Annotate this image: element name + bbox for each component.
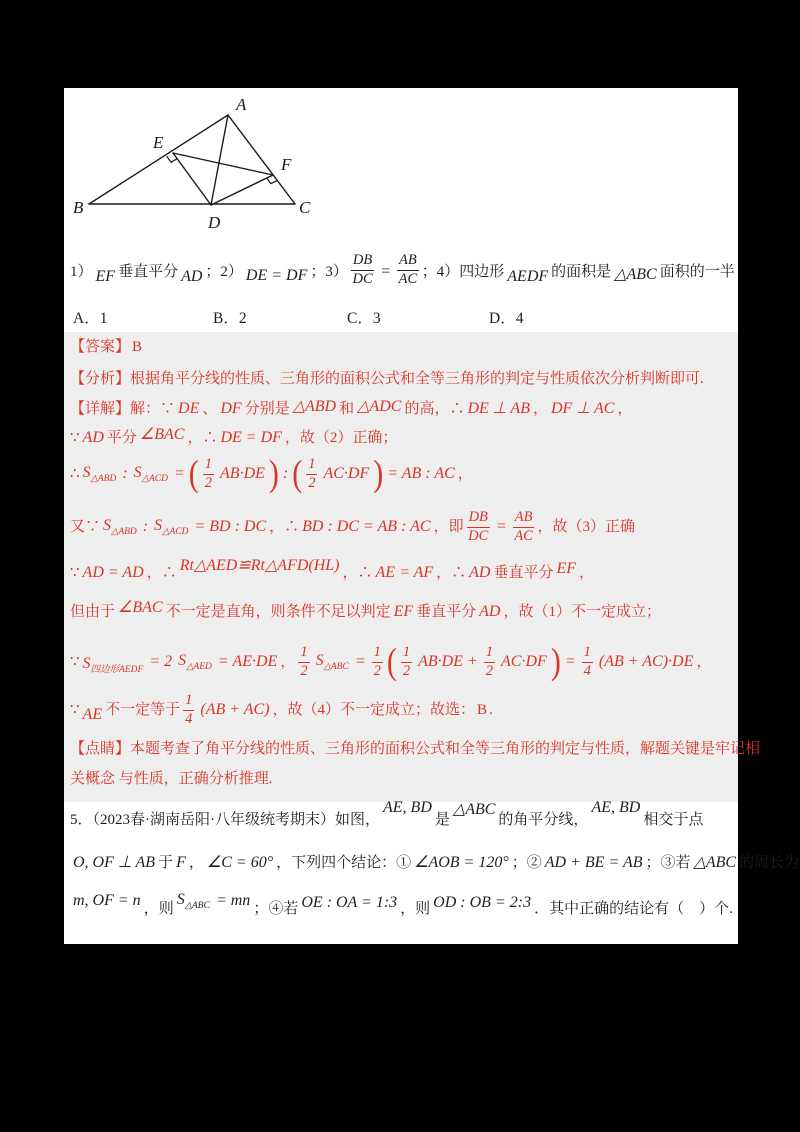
solution-step-area-ratio [70,448,473,500]
text-segment: ∠C = 60° [206,854,274,871]
remark-line-1 [70,740,760,759]
text-segment: ， [280,653,296,670]
problem5-line-1 [70,799,704,838]
vertex-label-C: C [299,198,311,217]
text-segment: ．其中正确的结论有（ ）个. [534,900,733,917]
text-segment: = mn [215,892,251,909]
text-segment: ，则 [400,900,431,917]
text-segment: ， [579,564,595,581]
text-segment: △ABC [614,266,657,283]
text-segment: ，故（2）正确； [284,429,398,446]
text-segment: (AB + AC)·DE [598,653,694,670]
text-segment: 的高，∴ [404,400,465,417]
vertex-label-B: B [73,198,84,217]
text-segment: F [176,854,186,871]
text-segment: = AE·DE [217,653,278,670]
text-segment: ，下列四个结论：① [276,854,412,871]
text-segment: ，即 [433,518,464,535]
text-segment: AD + BE = AB [544,854,643,871]
text-segment: ；② [511,854,542,871]
text-segment: O, OF ⊥ AB [73,854,156,871]
solution-step-3 [70,502,635,552]
text-segment: ) [373,452,384,494]
text-segment: △ABC [452,801,496,818]
solution-step-congruence [70,556,594,590]
text-segment: $\frac{AB}{AC}$ [398,252,418,287]
text-segment: 垂直平分 [118,263,179,280]
text-segment: 的面积是 [551,263,612,280]
text-segment: $\frac{1}{2}$ [402,644,411,679]
text-segment: △ADC [357,398,402,415]
text-segment: 是 [434,811,450,828]
text-segment: ，∴ [436,564,467,581]
text-segment: ∴ [70,465,80,482]
solution-step-4-formula [70,634,711,690]
text-segment: AC·DF [323,465,370,482]
text-segment: . [489,701,493,718]
solution-step-1 [70,599,661,622]
text-segment: 关概念 与性质，正确分析推理. [70,771,273,787]
text-segment: 【点睛】本题考查了角平分线的性质、三角形的面积公式和全等三角形的判定与性质，解题关键是牢记相 [70,741,761,757]
text-segment: = 2 [149,653,173,670]
text-segment: ，故（3）正确 [537,518,635,535]
choice-c: C．3 [347,310,381,327]
text-segment: 1） [70,263,93,280]
text-segment: : [142,518,149,535]
problem5-line-3 [70,888,733,930]
text-segment: DE = DF [220,429,282,446]
text-segment: B [477,701,488,718]
choices-row [70,306,730,328]
text-segment: $S_{\triangle AED}$ [178,652,212,673]
text-segment: 的周长为 [739,854,800,871]
segment-EF [173,153,273,175]
detail-line [70,399,632,419]
text-segment: DE [178,400,200,417]
text-segment: AE, BD [383,799,432,816]
text-segment: AE [82,706,103,723]
text-segment: $S_{\triangle ACD}$ [133,464,168,485]
text-segment: AD [82,429,104,446]
text-segment: ；3） [310,263,348,280]
text-segment: 【答案】 [70,339,131,355]
text-segment: OE : OA = 1:3 [301,894,398,911]
text-segment: $S_{\triangle ABD}$ [103,517,137,538]
text-segment: ， [457,465,473,482]
text-segment: $S_{\triangle ABC}$ [315,652,349,673]
text-segment: AD [479,603,501,620]
text-segment: AD = AD [82,564,144,581]
text-segment: OD : OB = 2:3 [433,894,532,911]
text-segment: Rt△AED≌Rt△AFD(HL) [179,557,340,574]
vertex-label-E: E [153,133,164,152]
text-segment: ，∴ [269,518,300,535]
question-statement [70,248,735,296]
text-segment: = [380,263,392,280]
text-segment: ；4）四边形 [421,263,505,280]
text-segment: BD : DC = AB : AC [302,518,431,535]
text-segment: $\frac{1}{2}$ [204,456,213,491]
text-segment: $S_{\triangle ACD}$ [154,517,189,538]
text-segment: $\frac{1}{4}$ [185,692,193,727]
text-segment: EF [393,603,414,620]
text-segment: ， [188,854,204,871]
choice-a: A．1 [73,310,108,327]
text-segment: 垂直平分 [416,603,477,620]
text-segment: = [173,465,185,482]
text-segment: 5．（2023春·湖南岳阳·八年级统考期末）如图， [70,811,380,828]
text-segment: EF [95,268,116,285]
text-segment: ( [292,452,303,494]
text-segment: ；2） [205,263,243,280]
text-segment: = [495,518,507,535]
text-segment: ， [696,653,712,670]
text-segment: 平分 [106,429,137,446]
text-segment: ) [550,640,561,682]
text-segment: 分别是 [244,400,290,417]
text-segment: ∵ [70,564,80,581]
text-segment: △ABC [693,854,737,871]
text-segment: $\frac{1}{4}$ [583,644,591,679]
text-segment: 的角平分线， [498,811,589,828]
text-segment: $\frac{1}{2}$ [373,644,381,679]
text-segment: DE = DF [245,267,308,284]
vertex-label-A: A [236,95,247,114]
text-segment: 又∵ [70,518,101,535]
text-segment: AEDF [507,268,549,285]
text-segment: : [282,465,289,482]
text-segment: AB·DE [220,465,265,482]
text-segment: $\frac{DB}{DC}$ [352,252,373,287]
text-segment: AE = AF [375,564,434,581]
text-segment: (AB + AC) [200,701,270,718]
text-segment: ∵ [70,429,80,446]
text-segment: $\frac{1}{2}$ [308,456,316,491]
vertex-label-F: F [281,155,292,174]
choice-d: D．4 [489,310,524,327]
text-segment: $\frac{1}{2}$ [300,644,308,679]
text-segment: ∠BAC [118,599,163,616]
text-segment: ，∴ [342,564,373,581]
text-segment: $S_{四边形AEDF}$ [82,655,144,676]
text-segment: $\frac{1}{2}$ [485,644,494,679]
text-segment: = [564,653,576,670]
text-segment: EF [556,560,577,577]
text-segment: ， [532,400,548,417]
text-segment: 、 [202,400,218,417]
text-segment: ( [188,452,199,494]
text-segment: AD [181,268,203,285]
text-segment: ，故（1）不一定成立； [503,603,661,620]
text-segment: 【分析】根据角平分线的性质、三角形的面积公式和全等三角形的判定与性质依次分析判断即可. [70,371,704,387]
text-segment: DE ⊥ AB [467,400,530,417]
answer-line [70,338,144,357]
solution-step-2 [70,428,397,448]
problem5-line-2 [70,850,799,876]
text-segment: AB·DE + [418,653,478,670]
geometry-figure [66,90,316,238]
text-segment: = AB : AC [387,465,455,482]
text-segment: DF ⊥ AC [551,400,615,417]
text-segment: $S_{\triangle ABD}$ [82,464,117,485]
analysis-line [70,370,704,389]
text-segment: 但由于 [70,603,116,620]
vertex-label-D: D [208,213,221,232]
remark-line-2 [70,770,273,789]
text-segment: : [122,465,128,482]
text-segment: ；③若 [645,854,691,871]
text-segment: △ABD [292,398,337,415]
text-segment: ∠BAC [139,426,185,443]
text-segment: ∠AOB = 120° [414,854,509,871]
text-segment: = BD : DC [194,518,267,535]
text-segment: 和 [339,400,355,417]
triangle-diagram [66,90,316,238]
text-segment: 垂直平分 [493,564,554,581]
choice-b: B．2 [213,310,247,327]
text-segment: 面积的一半 [659,263,735,280]
text-segment: ，∴ [146,564,177,581]
text-segment: m, OF = n [73,892,141,909]
solution-step-4-conclude [70,688,493,732]
text-segment: ， [617,400,633,417]
text-segment: $\frac{AB}{AC}$ [514,509,533,544]
text-segment: ，故（4）不一定成立；故选： [272,701,476,718]
text-segment: 相交于点 [643,811,704,828]
text-segment: ) [268,452,279,494]
text-segment: $S_{\triangle ABC}$ [176,891,210,912]
document-page [64,88,800,944]
text-segment: 于 [158,854,174,871]
text-segment: ；④若 [253,900,299,917]
text-segment: ( [386,640,397,682]
side-BA [89,115,228,204]
text-segment: ∵ [70,701,80,718]
text-segment: 不一定是直角，则条件不足以判定 [165,603,391,620]
text-segment: $\frac{DB}{DC}$ [468,509,489,544]
text-segment: ，则 [143,900,174,917]
text-segment: ∵ [70,653,80,670]
text-segment: ，∴ [187,429,218,446]
text-segment: DF [220,400,242,417]
text-segment: AC·DF [501,653,547,670]
text-segment: = [354,653,366,670]
text-segment: 不一定等于 [105,701,181,718]
text-segment: 【详解】解：∵ [70,400,176,417]
text-segment: AD [469,564,491,581]
segment-FD [211,175,273,205]
text-segment: B [132,339,143,355]
segment-AD [211,115,228,205]
text-segment: AE, BD [591,799,641,816]
